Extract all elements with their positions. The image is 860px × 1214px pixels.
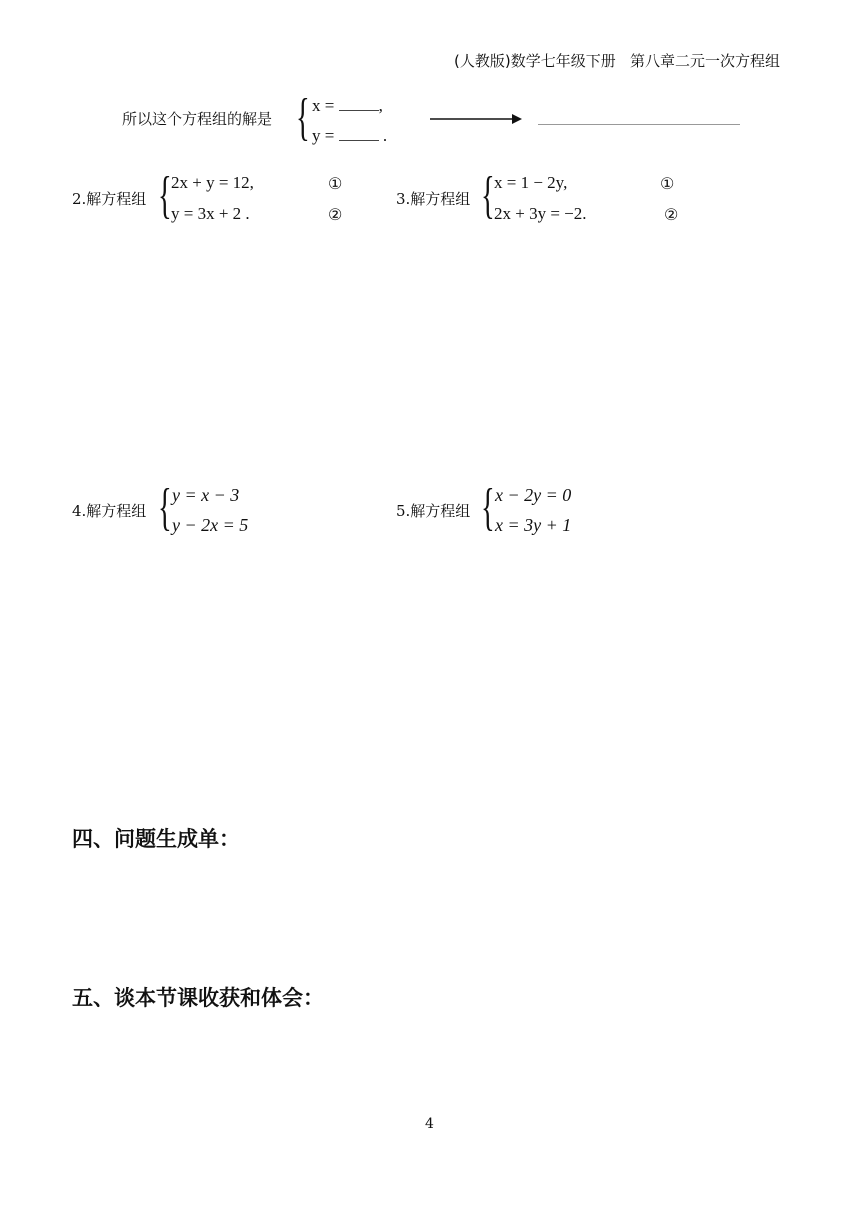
solution-y-end: .: [382, 126, 388, 145]
solution-label: 所以这个方程组的解是: [122, 110, 273, 128]
problem-4-eq1: y = x − 3: [172, 485, 240, 505]
problem-3-mark2: ②: [664, 205, 679, 224]
page-header: (人教版)数学七年级下册 第八章二元一次方程组: [453, 52, 780, 70]
brace-problem-2: {: [158, 167, 172, 224]
brace-problem-5: {: [481, 479, 495, 536]
solution-y-eq: y =: [312, 126, 335, 145]
problem-2-label: 2.解方程组: [72, 190, 147, 208]
section-four-heading: 四、问题生成单：: [72, 827, 240, 851]
solution-y-row: [312, 126, 387, 146]
page-number: 4: [425, 1116, 434, 1132]
solution-x-eq: x =: [312, 96, 335, 115]
brace-solution: {: [296, 89, 310, 146]
problem-2-eq2: y = 3x + 2 .: [171, 204, 250, 223]
problem-2-mark1: ①: [328, 174, 343, 193]
answer-line[interactable]: [538, 124, 740, 125]
solution-x-row: [312, 96, 383, 116]
brace-problem-3: {: [481, 167, 495, 224]
problem-5-label: 5.解方程组: [396, 502, 471, 520]
solution-x-end: ,: [378, 96, 383, 115]
brace-problem-4: {: [158, 479, 172, 536]
problem-4-eq2: y − 2x = 5: [172, 515, 249, 535]
problem-5-eq1: x − 2y = 0: [495, 485, 572, 505]
problem-2-eq1: 2x + y = 12,: [171, 173, 254, 192]
problem-3-mark1: ①: [660, 174, 675, 193]
problem-3-label: 3.解方程组: [396, 190, 471, 208]
problem-3-eq1: x = 1 − 2y,: [494, 173, 568, 192]
arrow-right-icon: [428, 112, 524, 126]
problem-4-label: 4.解方程组: [72, 502, 147, 520]
solution-x-blank[interactable]: [339, 98, 379, 111]
problem-3-eq2: 2x + 3y = −2.: [494, 204, 587, 223]
section-five-heading: 五、谈本节课收获和体会：: [72, 986, 324, 1010]
problem-2-mark2: ②: [328, 205, 343, 224]
solution-y-blank[interactable]: [339, 128, 379, 141]
problem-5-eq2: x = 3y + 1: [495, 515, 572, 535]
